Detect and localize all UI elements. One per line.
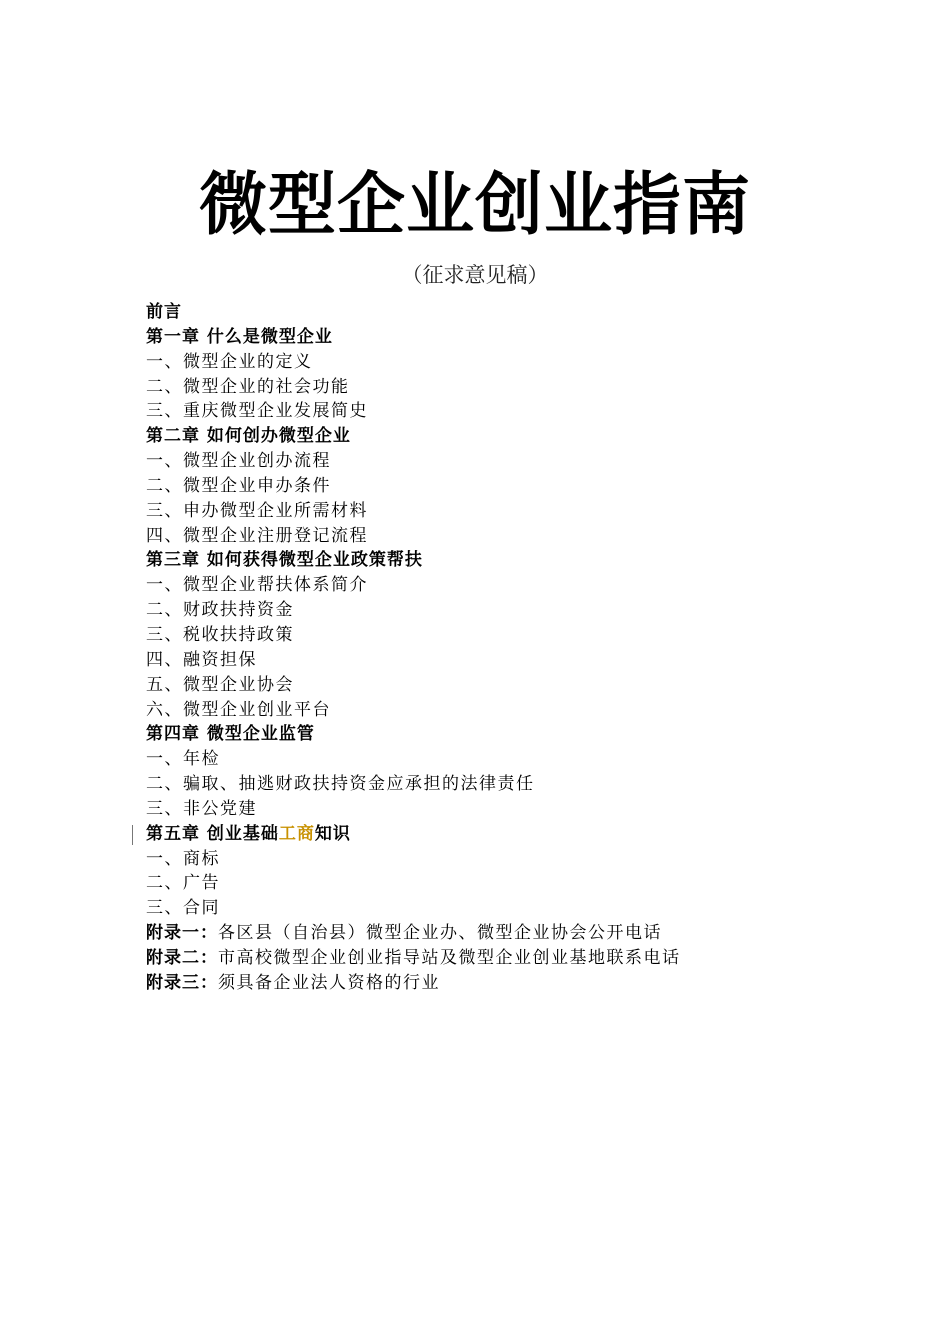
chapter-5-title-start: 第五章 创业基础 — [146, 823, 279, 844]
appendix-text: 各区县（自治县）微型企业办、微型企业协会公开电话 — [218, 923, 662, 944]
toc-item[interactable]: 一、年检 — [146, 749, 220, 770]
toc-item[interactable]: 一、微型企业创办流程 — [146, 451, 331, 472]
appendix-text: 市高校微型企业创业指导站及微型企业创业基地联系电话 — [218, 947, 681, 968]
toc-item[interactable]: 三、非公党建 — [146, 798, 257, 819]
toc-item[interactable]: 六、微型企业创业平台 — [146, 699, 331, 720]
appendix-text: 须具备企业法人资格的行业 — [218, 972, 440, 993]
toc-item[interactable]: 二、微型企业申办条件 — [146, 475, 331, 496]
appendix-label: 附录二： — [146, 947, 218, 968]
toc-chapter-1[interactable]: 第一章 什么是微型企业 — [146, 326, 333, 347]
text-cursor — [132, 825, 133, 845]
document-subtitle: （征求意见稿） — [401, 263, 549, 287]
table-of-contents — [146, 300, 846, 996]
appendix-label: 附录三： — [146, 972, 218, 993]
toc-appendix-3[interactable] — [146, 971, 846, 996]
toc-item[interactable]: 三、重庆微型企业发展简史 — [146, 401, 368, 422]
toc-item[interactable]: 三、合同 — [146, 898, 220, 919]
toc-appendix-1[interactable] — [146, 921, 846, 946]
toc-item[interactable]: 三、申办微型企业所需材料 — [146, 500, 368, 521]
toc-chapter-5[interactable] — [146, 822, 846, 847]
toc-item[interactable]: 一、微型企业的定义 — [146, 351, 313, 372]
toc-item[interactable]: 四、融资担保 — [146, 649, 257, 670]
toc-appendix-2[interactable] — [146, 946, 846, 971]
toc-chapter-3[interactable]: 第三章 如何获得微型企业政策帮扶 — [146, 550, 423, 571]
toc-item[interactable]: 二、骗取、抽逃财政扶持资金应承担的法律责任 — [146, 774, 535, 795]
toc-item[interactable]: 三、税收扶持政策 — [146, 624, 294, 645]
toc-item[interactable]: 一、商标 — [146, 848, 220, 869]
chapter-5-title-end: 知识 — [314, 823, 351, 844]
toc-item[interactable]: 二、微型企业的社会功能 — [146, 376, 350, 397]
toc-preface[interactable]: 前言 — [146, 302, 182, 322]
toc-item[interactable]: 一、微型企业帮扶体系简介 — [146, 575, 368, 596]
toc-item[interactable]: 二、财政扶持资金 — [146, 600, 294, 621]
appendix-label: 附录一： — [146, 923, 218, 944]
chapter-5-title-highlight: 工商 — [278, 823, 315, 844]
document-title: 微型企业创业指南 — [198, 166, 751, 245]
toc-item[interactable]: 五、微型企业协会 — [146, 674, 294, 695]
toc-item[interactable]: 二、广告 — [146, 873, 220, 894]
toc-chapter-4[interactable]: 第四章 微型企业监管 — [146, 724, 315, 745]
toc-item[interactable]: 四、微型企业注册登记流程 — [146, 525, 368, 546]
toc-chapter-2[interactable]: 第二章 如何创办微型企业 — [146, 426, 351, 447]
